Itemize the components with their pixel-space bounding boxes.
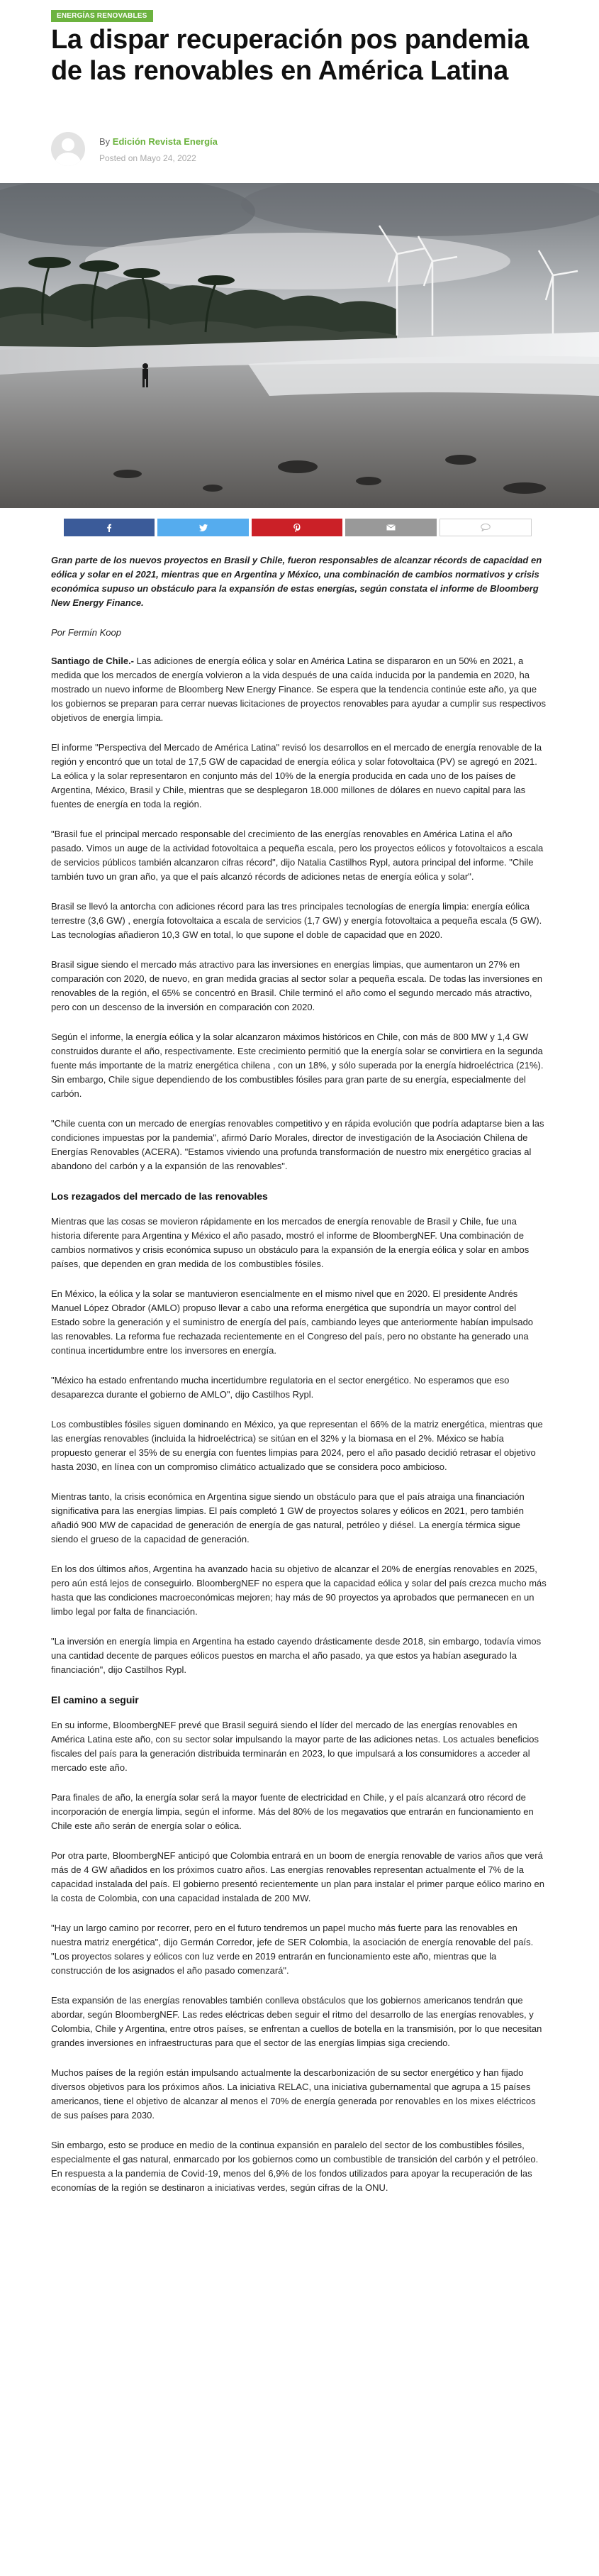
paragraph: Según el informe, la energía eólica y la solar alcanzaron máximos históricos en Chile, con más de 800 MW y 1,4 GW construidos durante el año, respectivamente. Este crecimiento permitió que la energía solar se convirtiera en la segunda fuente más importante de la matriz energética chilena , con un 18%, y sólo superada por la energía hidroeléctrica (21%). Sin embargo, Chile sigue dependiendo de los combustibles fósiles para gran parte de su energía, especialmente del carbón.: [51, 1032, 544, 1099]
paragraph: En los dos últimos años, Argentina ha avanzado hacia su objetivo de alcanzar el 20% de energías renovables en 2025, pero aún está lejos de conseguirlo. BloombergNEF no espera que la capacidad eólica y solar del país crezca mucho más hasta que las condiciones macroeconómicas mejoren; hay más de 90 proyectos ya aprobados que permanecen en un limbo legal por falta de financiación.: [51, 1564, 547, 1617]
share-email-button[interactable]: [345, 519, 436, 536]
share-twitter-button[interactable]: [157, 519, 248, 536]
paragraph: Los combustibles fósiles siguen dominando en México, ya que representan el 66% de la matriz energética, mientras que las energías renovables (incluida la hidroeléctrica) se sitúan en el 32% y la biomasa en el 2%. México se había propuesto generar el 35% de su energía con fuentes limpias para 2024, pero el año pasado decidió retrasar el objetivo hasta 2030, en línea con un compromiso climático actualizado que se considera poco ambicioso.: [51, 1419, 543, 1472]
article-lead: Gran parte de los nuevos proyectos en Brasil y Chile, fueron responsables de alcanzar récords de capacidad en eólica y solar en el 2021, mientras que en Argentina y México, una combinación de cambios normativos y crisis económica supuso un obstáculo para la expansión de estas energías, según constata el informe de Bloomberg New Energy Finance.: [51, 555, 542, 608]
author-avatar: [51, 132, 85, 166]
twitter-icon: [199, 524, 208, 531]
hero-image: [0, 183, 599, 508]
paragraph: Sin embargo, esto se produce en medio de la continua expansión en paralelo del sector de los combustibles fósiles, especialmente el gas natural, enmarcado por los gobiernos como un combustible de transición del carbón y el petróleo. En respuesta a la pandemia de Covid-19, menos del 6,9% de los fondos utilizados para apoyar la recuperación de las economías de la región se destinaron a iniciativas verdes, según cifras de la ONU.: [51, 2140, 539, 2193]
paragraph: Mientras que las cosas se movieron rápidamente en los mercados de energía renovable de Brasil y Chile, fue una historia diferente para Argentina y México el año pasado, mostró el informe de BloombergNEF. Una combinación de cambios normativos y crisis económica supuso un obstáculo para la expansión de la energía eólica y solar en ambos países, que dependen en gran medida de los combustibles fósiles.: [51, 1216, 530, 1269]
section-heading: Los rezagados del mercado de las renovables: [51, 1190, 268, 1202]
category-badge[interactable]: ENERGÍAS RENOVABLES: [51, 10, 153, 22]
paragraph: [51, 654, 547, 725]
paragraph: "Brasil fue el principal mercado responsable del crecimiento de las energías renovables en América Latina el año pasado. Vimos un auge de la actividad fotovoltaica a pequeña escala, pero los proyectos eólicos y fotovoltaicos a escala de servicios públicos también alcanzaron cifras récord", dijo Natalia Castilhos Rypl, autora principal del informe. "Chile también tuvo un gran año, ya que el país alcanzó récords de adiciones netas de energía eólica y solar".: [51, 829, 544, 882]
facebook-icon: [106, 524, 113, 532]
paragraph: En su informe, BloombergNEF prevé que Brasil seguirá siendo el líder del mercado de las energías renovables en América Latina este año, con su sector solar impulsando la mayor parte de las adiciones netas. Los actuales beneficios fiscales del país para la generación distribuida terminarán en 2023, lo que impulsará a los consumidores a acceder al mercado este año.: [51, 1720, 539, 1773]
paragraph: Esta expansión de las energías renovables también conlleva obstáculos que los gobiernos americanos tendrán que abordar, según BloombergNEF. Las redes eléctricas deben seguir el ritmo del desarrollo de las energías renovables, y Colombia, Chile y Argentina, entre otros países, se enfrentan a cuellos de botella en la transmisión, por lo que necesitan grandes inversiones en infraestructuras para que el sector de las energías limpias siga creciendo.: [51, 1995, 542, 2048]
byline-prefix: By: [99, 136, 113, 147]
paragraph: Brasil se llevó la antorcha con adiciones récord para las tres principales tecnologías de energía limpia: energía eólica terrestre (3,6 GW) , energía fotovoltaica a escala de servicios (1,7 GW) y energía fotovoltaica a pequeña escala (5 GW). Las tecnologías añadieron 10,3 GW en total, lo que supone el doble de capacidad que en 2020.: [51, 901, 542, 940]
post-date: Posted on Mayo 24, 2022: [99, 153, 196, 163]
share-bar: [64, 519, 532, 536]
share-facebook-button[interactable]: [64, 519, 155, 536]
paragraph: Para finales de año, la energía solar será la mayor fuente de electricidad en Chile, y el país alcanzará otro récord de incorporación de energía limpia, según el informe. Más del 80% de los megavatios que entrarán en funcionamiento en Chile este año serán de energía solar o eólica.: [51, 1792, 534, 1831]
dateline: Santiago de Chile.-: [51, 656, 135, 666]
paragraph: Muchos países de la región están impulsando actualmente la descarbonización de su sector energético y han fijado diversos objetivos para los próximos años. La iniciativa RELAC, una iniciativa gubernamental que agrupa a 15 países americanos, tiene el objetivo de alcanzar al menos el 70% de energía generada por renovables en los mixes eléctricos de sus países para 2030.: [51, 2067, 536, 2121]
paragraph: "Chile cuenta con un mercado de energías renovables competitivo y en rápida evolución que podría adaptarse bien a las condiciones impuestas por la pandemia", afirmó Darío Morales, director de investigación de la Asociación Chilena de Energías Renovables (ACERA). "Estamos viviendo una profunda transformación de nuestro mix energético gracias al abandono del carbón y a la expansión de las renovables".: [51, 1118, 544, 1171]
article-author: Por Fermín Koop: [51, 627, 121, 638]
paragraph: En México, la eólica y la solar se mantuvieron esencialmente en el mismo nivel que en 2020. El presidente Andrés Manuel López Obrador (AMLO) propuso llevar a cabo una reforma energética que supondría un mayor control del Estado sobre la generación y el suministro de energía del país, cambiando leyes que anteriormente habían impulsado las renovables. La reforma fue rechazada recientemente en el Congreso del país, pero no obstante ha generado una continua incertidumbre entre los inversores en energía.: [51, 1288, 534, 1356]
paragraph-text: Las adiciones de energía eólica y solar en América Latina se dispararon en un 50% en 2021, a medida que los mercados de energía volvieron a la vida después de una caída inducida por la pandemia en 2020, ha mostrado un nuevo informe de Bloomberg New Energy Finance. Se espera que la tendencia continúe este año, ya que los gobiernos se preparan para cerrar nuevas licitaciones de proyectos renovables para ayudar a cumplir sus respectivos objetivos de energía limpia.: [51, 656, 547, 723]
share-pinterest-button[interactable]: [252, 519, 342, 536]
paragraph: "México ha estado enfrentando mucha incertidumbre regulatoria en el sector energético. No esperamos que eso desaparezca durante el gobierno de AMLO", dijo Castilhos Rypl.: [51, 1375, 510, 1400]
paragraph: "Hay un largo camino por recorrer, pero en el futuro tendremos un papel mucho más fuerte para las renovables en nuestra matriz energética", dijo Germán Corredor, jefe de SER Colombia, la asociación de energía renovable del país. "Los proyectos solares y eólicos con luz verde en 2019 entrarán en funcionamiento este año, mientras que la construcción de los asignados el año pasado comenzará".: [51, 1923, 534, 1976]
email-icon: [386, 524, 396, 531]
paragraph: Por otra parte, BloombergNEF anticipó que Colombia entrará en un boom de energía renovable de varios años que verá más de 4 GW añadidos en los próximos cuatro años. Las energías renovables representan actualmente el 7% de la capacidad instalada del país. El gobierno presentó recientemente un plan para instalar el primer parque eólico marino en la costa de Colombia, con una capacidad instalada de 200 MW.: [51, 1850, 544, 1903]
paragraph: "La inversión en energía limpia en Argentina ha estado cayendo drásticamente desde 2018, sin embargo, todavía vimos una cantidad decente de parques eólicos puestos en marcha el año pasado, ya que estos ya habían asegurado la financiación", dijo Castilhos Rypl.: [51, 1636, 542, 1675]
paragraph: El informe "Perspectiva del Mercado de América Latina" revisó los desarrollos en el mercado de energía renovable de la región y encontró que un total de 17,5 GW de capacidad de energía eólica y solar fotovoltaica (PV) se agregó en 2021. La eólica y la solar representaron en conjunto más del 10% de la energía producida en cada uno de los países de Argentina, México, Brasil y Chile, mientras que se desplegaron 18.000 millones de dólares en nuevo capital para las fuentes de energía en toda la región.: [51, 742, 542, 809]
article-title: La dispar recuperación pos pandemia de las renovables en América Latina: [51, 25, 529, 86]
article-body: [51, 553, 547, 2211]
author-link[interactable]: Edición Revista Energía: [112, 136, 218, 147]
section-heading: El camino a seguir: [51, 1694, 139, 1706]
comment-button[interactable]: [440, 519, 532, 536]
paragraph: Brasil sigue siendo el mercado más atractivo para las inversiones en energías limpias, que aumentaron un 27% en comparación con 2020, de nuevo, en gran medida gracias al sector solar a pequeña escala. De todas las inversiones en renovables de la región, el 65% se concentró en Brasil. Chile terminó el año como el segundo mercado más atractivo, pero con un descenso de la inversión en comparación con 2020.: [51, 959, 543, 1012]
paragraph: Mientras tanto, la crisis económica en Argentina sigue siendo un obstáculo para que el país atraiga una financiación significativa para las energías limpias. El país completó 1 GW de proyectos solares y eólicos en 2021, pero también añadió 900 MW de capacidad de generación de energía de gas natural, petróleo y diésel. La energía térmica sigue siendo el grueso de la capacidad de generación.: [51, 1491, 525, 1544]
comment-icon: [481, 524, 491, 531]
byline: [99, 136, 218, 147]
pinterest-icon: [293, 524, 301, 532]
